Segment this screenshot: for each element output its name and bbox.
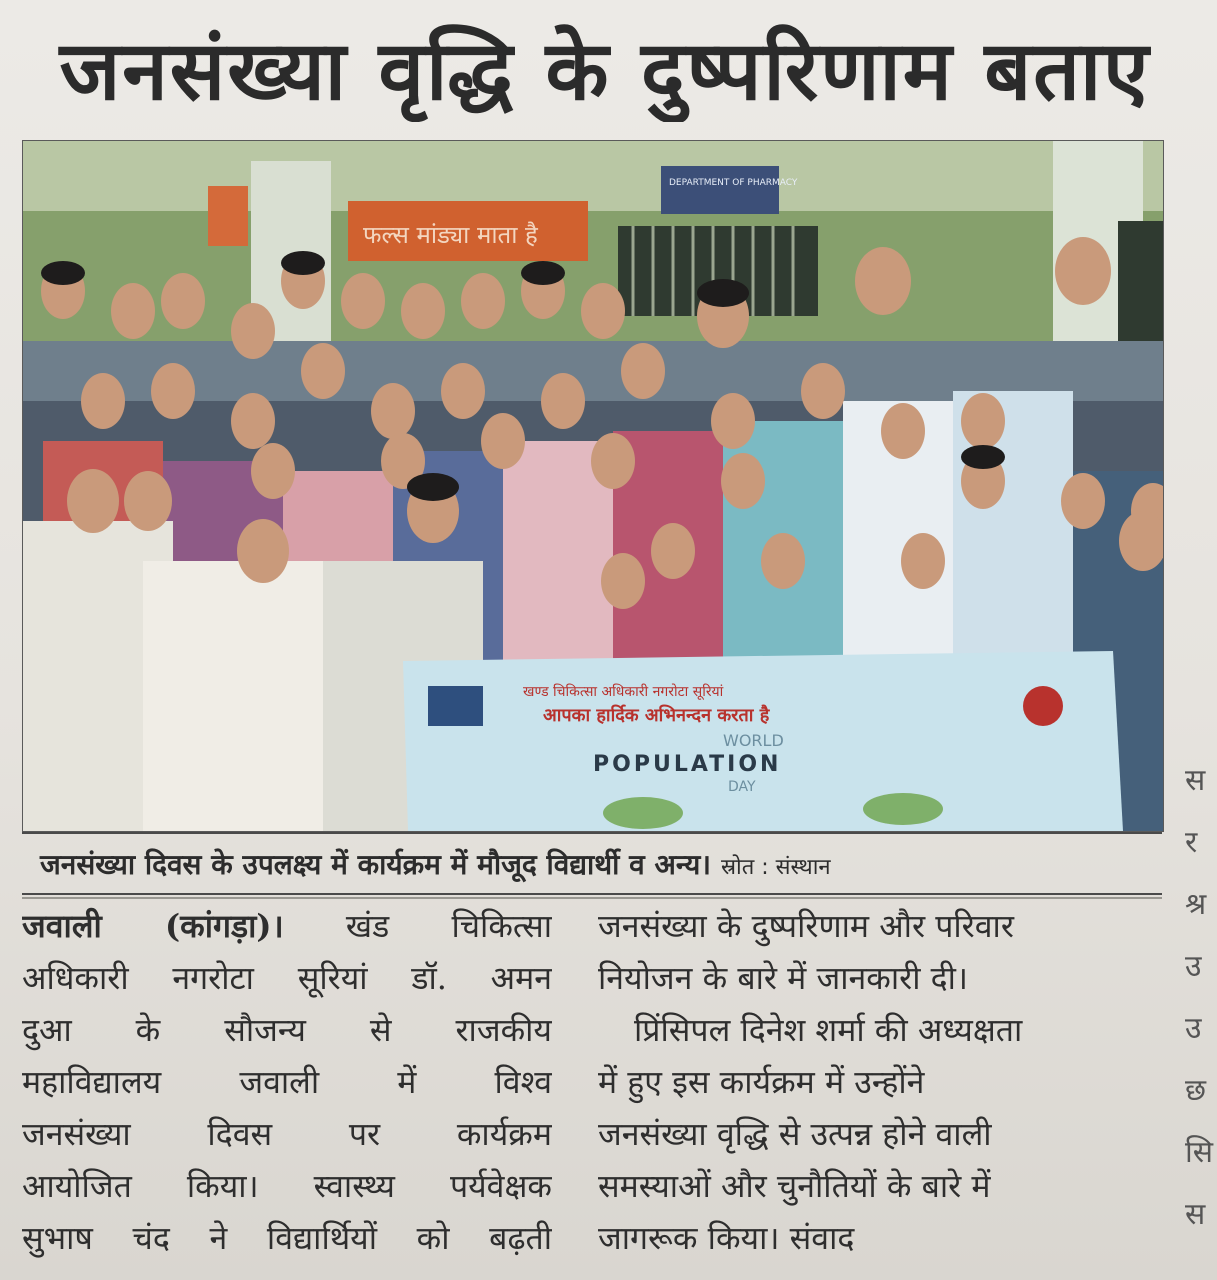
edge-glyph: र bbox=[1185, 825, 1198, 860]
edge-glyph: स bbox=[1185, 1197, 1206, 1232]
edge-glyph: सि bbox=[1185, 1135, 1214, 1170]
caption-bottom-rule bbox=[22, 893, 1162, 895]
article-line: जनसंख्या वृद्धि से उत्पन्न होने वाली bbox=[598, 1115, 992, 1153]
article-line: प्रिंसिपल दिनेश शर्मा की अध्यक्षता bbox=[634, 1011, 1023, 1049]
article-line: सुभाष चंद ने विद्यार्थियों को बढ़ती bbox=[22, 1219, 552, 1257]
article-line: जवाली (कांगड़ा)। खंड चिकित्सा bbox=[22, 907, 552, 945]
edge-glyph: स bbox=[1185, 763, 1206, 798]
article-line: जनसंख्या के दुष्परिणाम और परिवार bbox=[598, 907, 1014, 945]
article-dateline: जवाली (कांगड़ा)। bbox=[22, 907, 284, 945]
photo-caption bbox=[40, 840, 1150, 890]
article-column-left bbox=[22, 900, 552, 1264]
article-line: अधिकारी नगरोटा सूरियां डॉ. अमन bbox=[22, 959, 552, 997]
article-line: नियोजन के बारे में जानकारी दी। bbox=[598, 959, 969, 997]
edge-glyph: छ bbox=[1185, 1073, 1207, 1108]
banner-line-1: खण्ड चिकित्सा अधिकारी नगरोटा सूरियां bbox=[523, 684, 724, 700]
group-photo bbox=[22, 140, 1164, 832]
banner-line-3: WORLD bbox=[723, 731, 784, 750]
group-photo-illustration bbox=[23, 141, 1163, 831]
banner-line-2: आपका हार्दिक अभिनन्दन करता है bbox=[543, 705, 770, 726]
wall-banner-text: फल्स मांड्या माता है bbox=[363, 221, 538, 249]
article-line: समस्याओं और चुनौतियों के बारे में bbox=[598, 1167, 991, 1205]
article-line: दुआ के सौजन्य से राजकीय bbox=[22, 1011, 552, 1049]
department-sign: DEPARTMENT OF PHARMACY bbox=[669, 178, 798, 188]
article-line: जनसंख्या दिवस पर कार्यक्रम bbox=[22, 1115, 552, 1153]
banner-line-5: DAY bbox=[728, 779, 756, 795]
edge-glyph: श्र bbox=[1185, 887, 1207, 922]
article-line: महाविद्यालय जवाली में विश्व bbox=[22, 1063, 552, 1101]
article-column-right bbox=[598, 900, 1143, 1264]
edge-glyph: उ bbox=[1185, 949, 1202, 984]
caption-text: जनसंख्या दिवस के उपलक्ष्य में कार्यक्रम में मौजूद विद्यार्थी व अन्य। bbox=[40, 848, 711, 881]
caption-source: स्रोत : संस्थान bbox=[720, 855, 831, 880]
article-line: आयोजित किया। स्वास्थ्य पर्यवेक्षक bbox=[22, 1167, 552, 1205]
headline: जनसंख्या वृद्धि के दुष्परिणाम बताए bbox=[59, 24, 1151, 119]
edge-glyph: उ bbox=[1185, 1011, 1202, 1046]
banner-line-4: POPULATION bbox=[593, 752, 782, 777]
article-line: में हुए इस कार्यक्रम में उन्होंने bbox=[598, 1063, 925, 1101]
adjacent-column-fragment bbox=[1185, 750, 1217, 1246]
caption-top-rule bbox=[22, 832, 1162, 834]
world-population-day-banner bbox=[403, 651, 1123, 831]
article-line: जागरूक किया। संवाद bbox=[598, 1219, 855, 1257]
